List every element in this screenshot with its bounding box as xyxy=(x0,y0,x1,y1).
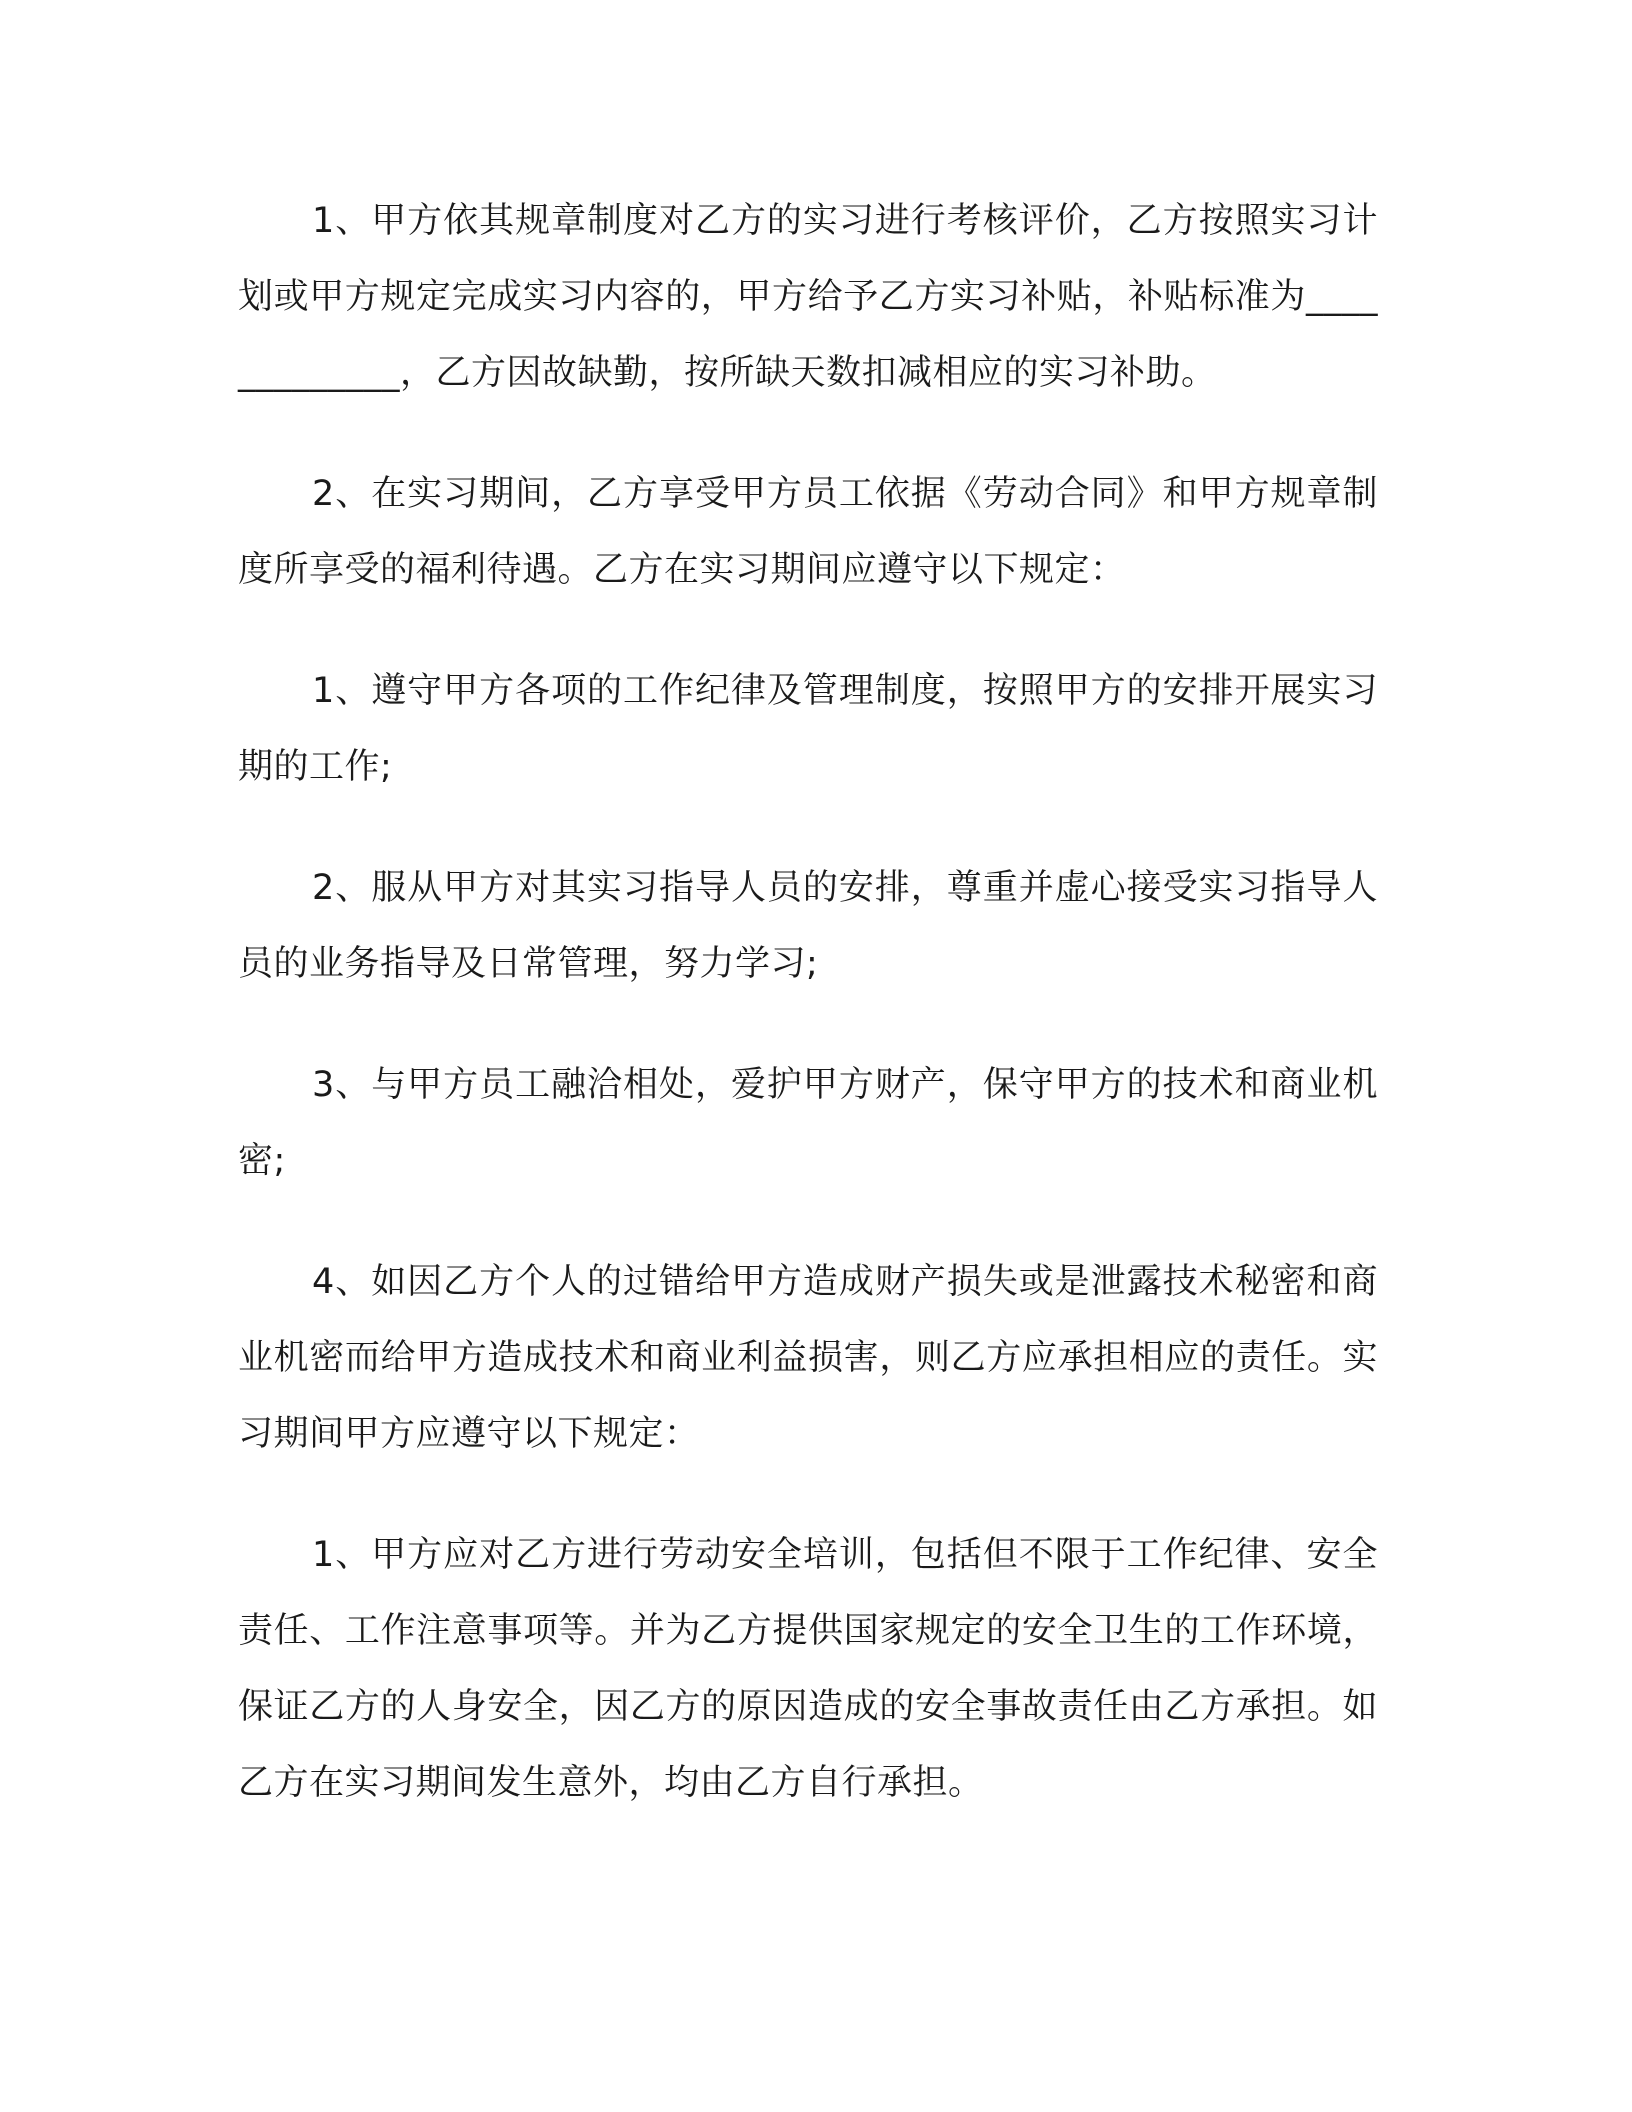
paragraph-party-a-safety: 1、甲方应对乙方进行劳动安全培训，包括但不限于工作纪律、安全责任、工作注意事项等。并为乙方提供国家规定的安全卫生的工作环境，保证乙方的人身安全，因乙方的原因造成的安全事故责任由乙方承担。如乙方在实习期间发生意外，均由乙方自行承担。 xyxy=(238,1535,1378,1803)
paragraph-rule-confidentiality: 3、与甲方员工融洽相处，爱护甲方财产，保守甲方的技术和商业机密; xyxy=(238,1065,1378,1181)
paragraph-subsidy: 1、甲方依其规章制度对乙方的实习进行考核评价，乙方按照实习计划或甲方规定完成实习内容的，甲方给予乙方实习补贴，补贴标准为_____________，乙方因故缺勤，按所缺天数扣减相应的实习补助。 xyxy=(238,201,1378,393)
paragraph-benefits: 2、在实习期间，乙方享受甲方员工依据《劳动合同》和甲方规章制度所享受的福利待遇。乙方在实习期间应遵守以下规定： xyxy=(238,474,1378,590)
paragraph-rule-discipline: 1、遵守甲方各项的工作纪律及管理制度，按照甲方的安排开展实习期的工作; xyxy=(238,671,1378,787)
paragraph-rule-liability: 4、如因乙方个人的过错给甲方造成财产损失或是泄露技术秘密和商业机密而给甲方造成技术和商业利益损害，则乙方应承担相应的责任。实习期间甲方应遵守以下规定： xyxy=(238,1262,1378,1454)
document-body xyxy=(238,183,1378,1866)
paragraph-rule-obey-guidance: 2、服从甲方对其实习指导人员的安排，尊重并虚心接受实习指导人员的业务指导及日常管理，努力学习; xyxy=(238,868,1378,984)
